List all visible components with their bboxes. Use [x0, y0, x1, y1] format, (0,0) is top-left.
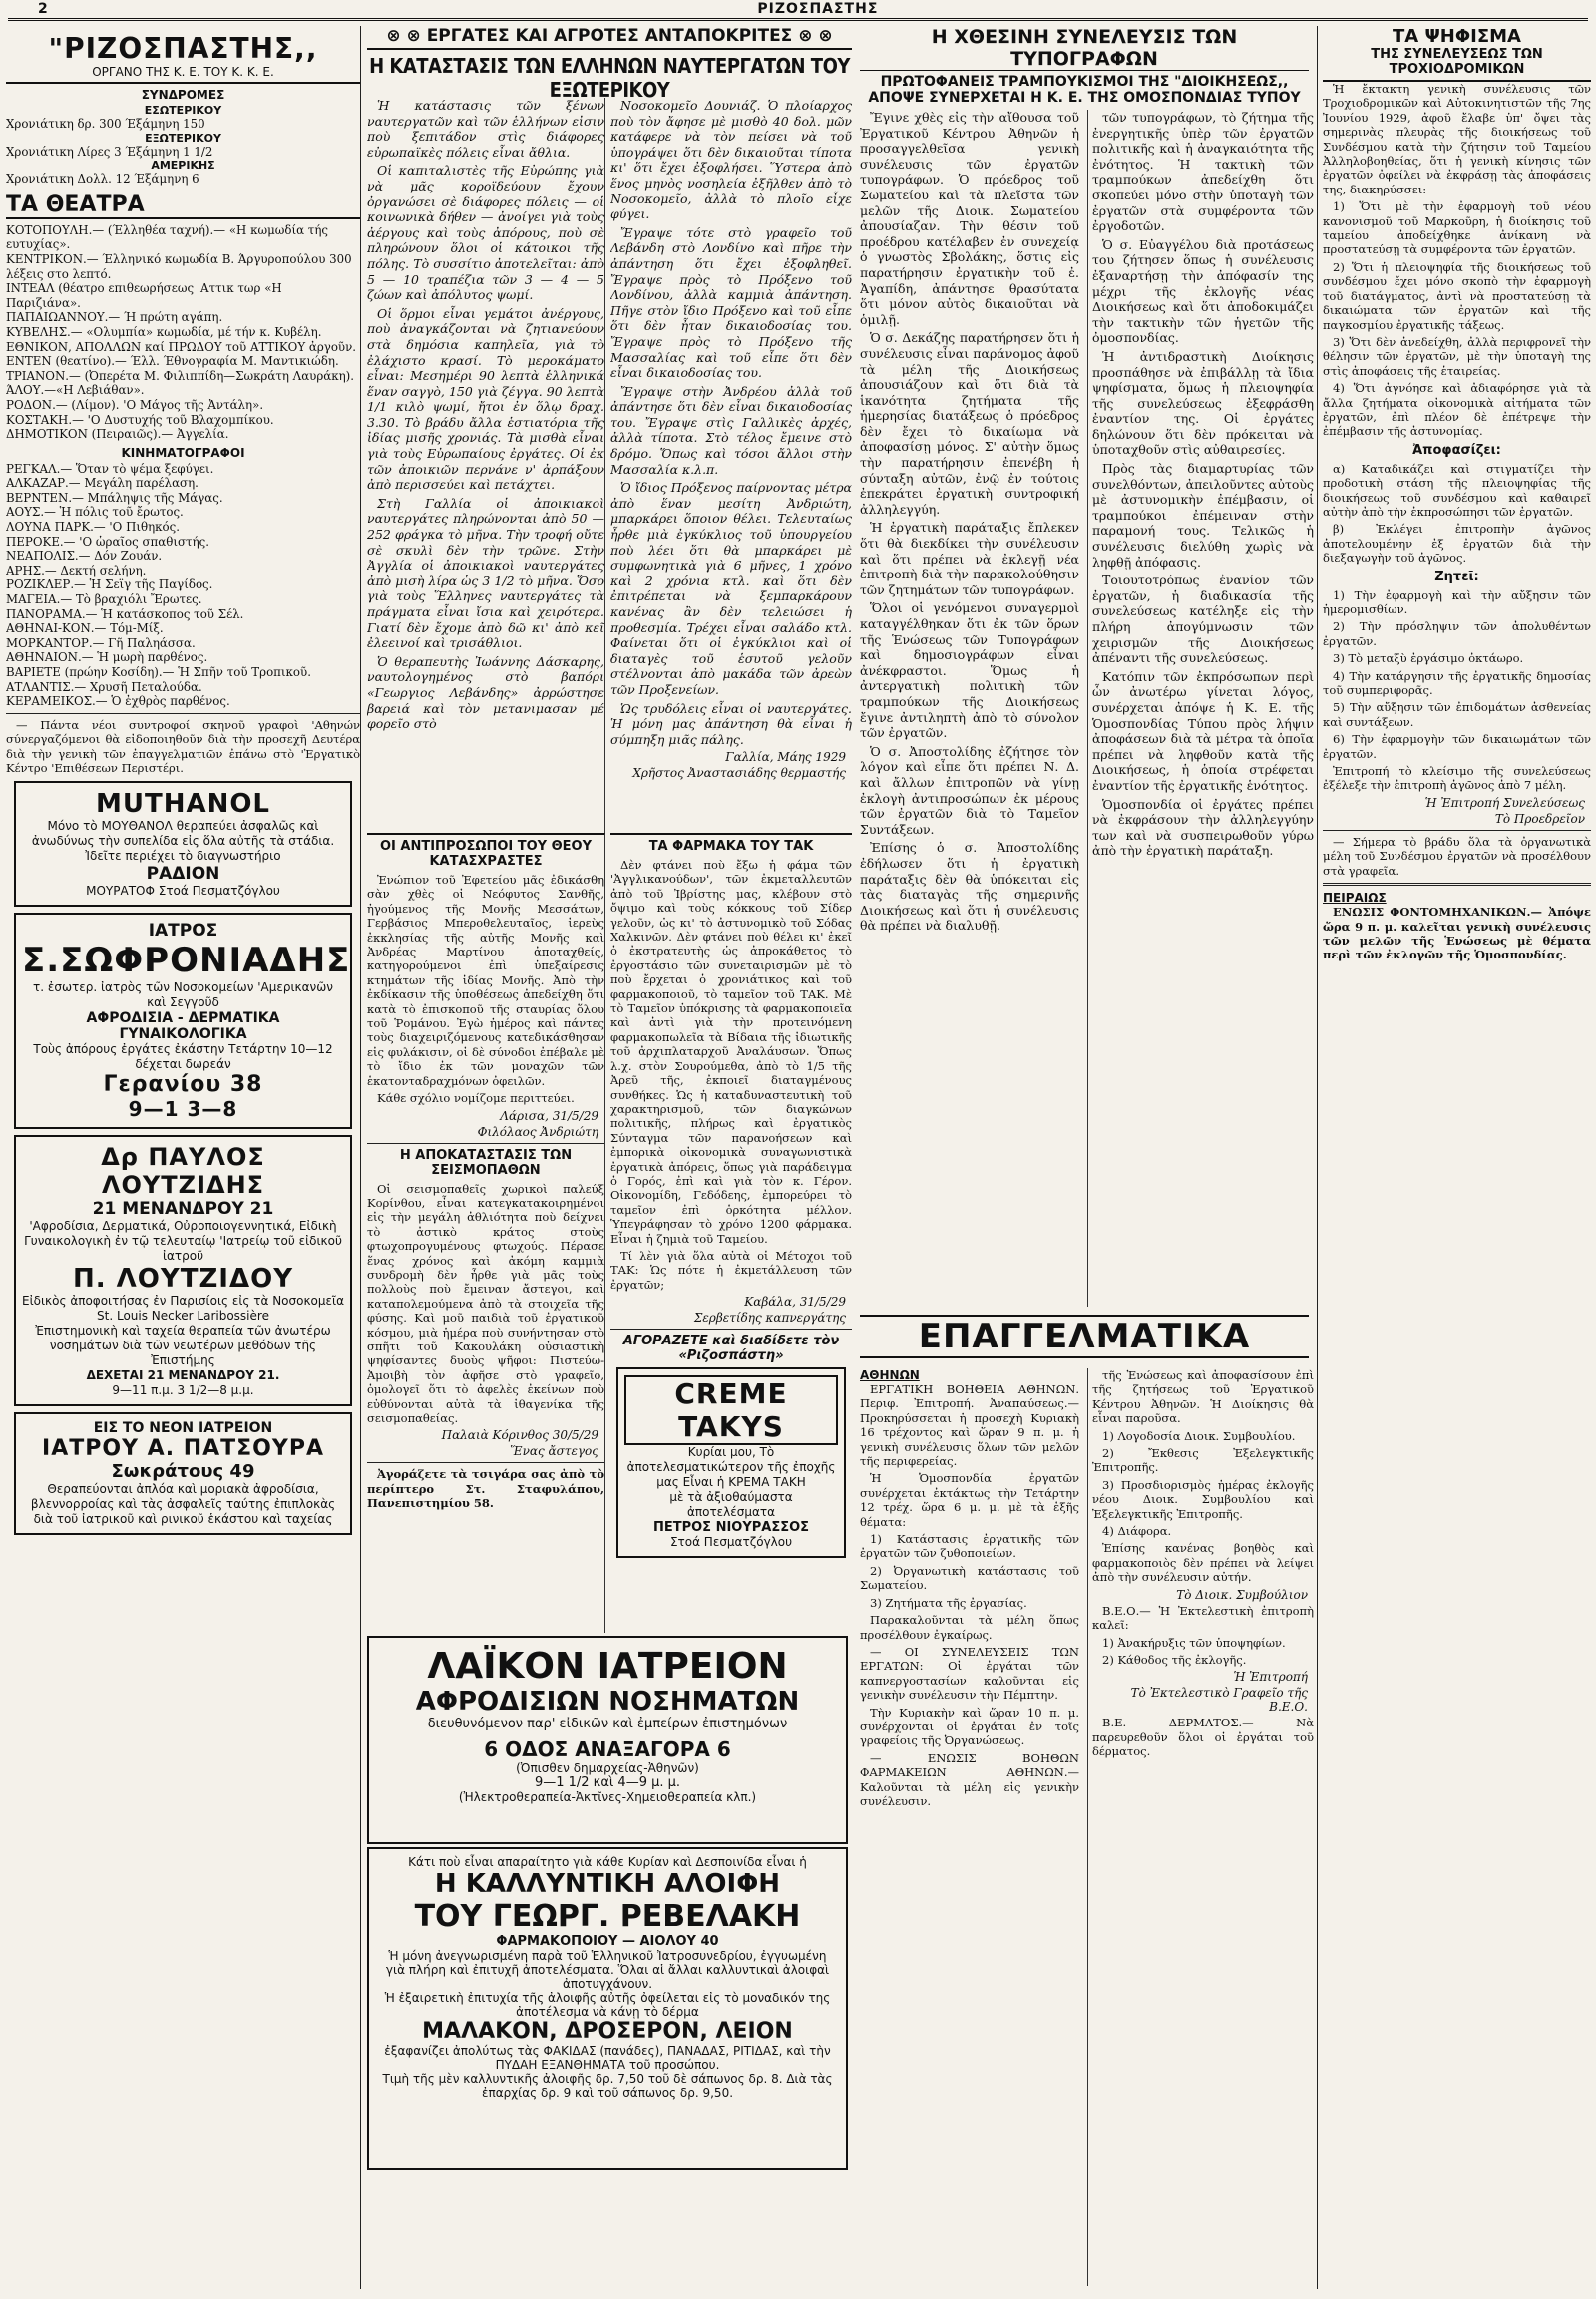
earthquake-heading: Η ΑΠΟΚΑΤΑΣΤΑΣΙΣ ΤΩΝ ΣΕΙΣΜΟΠΑΘΩΝ: [399, 1147, 573, 1178]
ad-creme-takys: [616, 1367, 846, 1558]
notice-paragraph: 2) Ὀργανωτικὴ κατάστασις τοῦ Σωματείου.: [860, 1563, 1079, 1593]
ad-aloifi-name: ΤΟΥ ΓΕΩΡΓ. ΡΕΒΕΛΑΚΗ: [414, 1899, 801, 1934]
article-paragraph: Ἡ κατάστασις τῶν ξένων ναυτεργατῶν καὶ τῶν ἑλλήνων εἰσιν ποὺ ξεπιτάδον στὶς διάφορες εὐρωπαϊκὲς πόλεις εἶναι ἄθλια.: [367, 98, 604, 160]
ad-muthanol: [14, 781, 352, 907]
list-item: ΑΤΛΑΝΤΙΣ.— Χρυσῆ Πεταλούδα.: [6, 679, 202, 694]
resolution-paragraph: α) Καταδικάζει καὶ στιγματίζει τὴν προδοτικὴ στάση τῆς πλειοψηφίας τῆς διοικήσεως τοῦ συνδέσμου καὶ καθαιρεῖ αὐτὴν ἀπὸ τὴν ἐκπροσώπησι τῶν ἐργατῶν.: [1323, 461, 1591, 519]
column-c3-right: [1087, 110, 1314, 1307]
list-item: ΚΟΤΟΠΟΥΛΗ.— (Έλληθέα ταχνή).— «Η κωμωδία τής ευτυχίας».: [6, 222, 329, 252]
ad-doctor2-times: 9—11 π.μ. 3 1/2—8 μ.μ.: [112, 1383, 254, 1398]
ad-doctor-patsouras: [14, 1412, 352, 1535]
ad-doctor2-hours: ΔΕΧΕΤΑΙ 21 ΜΕΝΑΝΔΡΟΥ 21.: [86, 1368, 280, 1383]
article-paragraph: Κάθε σχόλιο νομίζομε περιττεύει.: [377, 1091, 575, 1106]
ad-aloifi-text3: ἐξαφανίζει ἀπολύτως τὰς ΦΑΚΙΔΑΣ (πανάδες), ΠΑΝΑΔΑΣ, ΡΙΤΙΔΑΣ, καὶ τὴν ΠΥΔΑΗ ΕΞΑΝΘΗΜΑΤΑ τοῦ προσώπου.: [384, 2044, 831, 2072]
ad-laikon-desc: διευθυνόμενον παρ' εἰδικῶν καὶ ἐμπείρων ἐπιστημόνων: [427, 1717, 788, 1731]
resolution-paragraph: 4) Ὅτι ἀγνόησε καὶ ἀδιαφόρησε γιὰ τὰ ἄλλα ζητήματα οἰκονομικὰ αἰτήματα τῶν ἐργατῶν, ἐπὶ πλέον δὲ ἐπέτρεψε τὴν ἐπέμβασιν τῆς ἀστυνομίας.: [1323, 381, 1591, 439]
notice-paragraph: 1) Κατάστασις ἐργατικῆς τῶν ἐργατῶν τῶν ζυθοποιείων.: [860, 1532, 1079, 1561]
ad-doctor2-text2: Εἰδικὸς ἀποφοιτήσας ἐν Παρισίοις εἰς τὰ Νοσοκομεῖα St. Louis Necker Laribossière: [22, 1294, 344, 1324]
resolution-headlines: [1323, 26, 1591, 82]
article-paragraph: Στὴ Γαλλία οἱ ἀποικιακοὶ ναυτεργάτες πληρώνονται ἀπὸ 50 — 252 φράγκα τὸ μῆνα. Τὴν τροφή οὔτε σὲ σκυλὶ δὲν τὴν τρῶνε. Στὴν Ἀγγλία οἱ ἀποικιακοὶ ναυτεργάτες ἀπὸ μισὴ λίρα ὡς 3 1/2 τὸ μῆνα. Ὅσο γιὰ τοὺς Ἕλληνες ναυτεργάτες τὰ πράγματα εἶναι ἴσια καὶ χειρότερα. Γιατί δὲν ἔχομε ἀπὸ δῶ κι' ἀπὸ κεῖ ἐλεεινοί καὶ τρισάθλιοι.: [367, 495, 604, 651]
article-dateline: Παλαιὰ Κόρινθος 30/5/29: [441, 1428, 598, 1443]
ad-doctor-name: Σ.ΣΩΦΡΟΝΙΑΔΗΣ: [22, 941, 351, 981]
list-item: ΒΕΡΝΤΕΝ.— Μπάληψις τῆς Μάγας.: [6, 490, 223, 505]
resolution-signature: Ἡ Ἐπιτροπή Συνελεύσεως: [1424, 795, 1585, 810]
ad-creme-text2: μὲ τὰ ἀξιοθαύμαστα ἀποτελέσματα: [669, 1490, 793, 1520]
article-signature: Χρῆστος Ἀναστασιάδης θερμαστής: [632, 766, 846, 781]
list-item: ΡΟΖΙΚΛΕΡ.— Ἡ Σεϊγ τῆς Παγίδος.: [6, 577, 213, 592]
list-item: ΑΘΗΝΑΙ-ΚΟΝ.— Τόμ-Μίξ.: [6, 621, 164, 636]
article-paragraph: Ἡ ἐργατικὴ παράταξις ἔπλεκεν ὅτι θὰ διεκδίκει τὴν συνέλευσιν καὶ ὅτι πρέπει νὰ ἐκλεγῇ νέα ἐπιτροπὴ διὰ τὴν παρακολούθησιν τῶν ζητημάτων τῶν τυπογράφων.: [860, 520, 1079, 597]
list-item: ΑΘΗΝΑΙΟΝ.— Ἡ μωρὴ παρθένος.: [6, 650, 208, 665]
notice-paragraph: 4) Διάφορα.: [1102, 1524, 1172, 1539]
correspondents-heading-text: ΕΡΓΑΤΕΣ ΚΑΙ ΑΓΡΟΤΕΣ ΑΝΤΑΠΟΚΡΙΤΕΣ: [426, 26, 793, 46]
column-mid-right-lower: [610, 833, 852, 1633]
list-item: ΙΝΤΕΑΛ (θέατρο επιθεωρήσεως 'Αττικ τωρ «Η Παριζιάνα».: [6, 281, 282, 310]
notice-paragraph: 3) Ζητήματα τῆς ἐργασίας.: [870, 1595, 1027, 1610]
resolution-headline: ΤΑ ΨΗΦΙΣΜΑ: [1393, 26, 1521, 47]
page-number: 2: [38, 1, 48, 17]
ad-creme-text: Κυρίαι μου, Τὸ ἀποτελεσματικώτερον τῆς ἐποχῆς μας Εἶναι ἡ ΚΡΕΜΑ ΤΑΚΗ: [626, 1445, 836, 1490]
notice-paragraph: Ἡ Ὁμοσπονδία ἐργατῶν συνέρχεται ἐκτάκτως τὴν Τετάρτην 12 τρέχ. ὥρα 6 μ. μ. μὲ τὰ ἑξῆς θέματα:: [860, 1471, 1079, 1529]
notice-paragraph: Παρακαλοῦνται τὰ μέλη ὅπως προσέλθουν ἐγκαίρως.: [860, 1613, 1079, 1642]
tobacco-heading: ΤΑ ΦΑΡΜΑΚΑ ΤΟΥ ΤΑΚ: [648, 839, 814, 854]
article-paragraph: Οἱ σεισμοπαθεῖς χωρικοὶ παλεύξ Κορίνθου, εἶναι κατεγκατακοιρημένοι εἰς τὴν μεγάλη ἀθλιότητα ποὺ δείχνει τὸ ἀστικὸ κράτος στοὺς φτωχοπρογυμένους φτωχούς. Πέρασε ἕνας χρόνος καὶ ἀκόμη καμμιὰ συνδρομὴ δὲν ἦρθε γιὰ μᾶς τοὺς πολλοὺς ποὺ ἔμειναν ἄστεγοι, καὶ καταπολεμούμενα ἀπὸ τὰ στοιχεῖα τῆς φύσης. Καὶ μοῦ παιδιὰ τοῦ ἐργατικοῦ κόσμου, μιὰ ἡμέρα ποὺ συνήντησαν στὸ σπῆτι τοῦ Κακουλάκη οὐσιαστικὴ ψηφίσαντες δυοὺς ψῆφοι: Πιστεύω-Ἀμοιβὴ τὸν ἀφῆσε στὸ γραφεῖο, ὁμολογεῖ ὅτι τὸ ἀφελὲς ἐκείνων ποὺ εὐθύνονται αὐτὰ τὰ ἰθαγενίκα τῆς σεισμοπαθείας.: [367, 1181, 604, 1425]
priests-heading: ΟΙ ΑΝΤΙΠΡΟΣΩΠΟΙ ΤΟΥ ΘΕΟΥ ΚΑΤΑΣΧΡΑΣΤΕΣ: [380, 839, 592, 869]
article-paragraph: Νοσοκομεῖο Δουνιάζ. Ὁ πλοίαρχος ποὺ τὸν ἄφησε μὲ μισθὸ 40 δολ. μῶν κατάφερε νὰ τὸν πείσει νὰ τοῦ ὑπογράψει ὅτι δὲν δικαιοῦται τίποτα κι' ὅτι ἔχει ἐξοφλήσει. Ὕστερα ἀπὸ ἕνος μηνὸς νοσηλεία ἐξῆλθεν ἀπὸ τὸ Νοσοκομεῖο, ἀλλὰ τὸ πλοῖο εἶχε φύγει.: [610, 98, 852, 222]
ad-doctor3-address: Σωκράτους 49: [111, 1461, 255, 1483]
ad-laikon-subtitle: ΑΦΡΟΔΙΣΙΩΝ ΝΟΣΗΜΑΤΩΝ: [415, 1687, 800, 1717]
article-paragraph: Τί λὲν γιὰ ὅλα αὐτὰ οἱ Μέτοχοι τοῦ ΤΑΚ: Ὡς πότε ἡ ἐκμετάλλευση τῶν ἐργατῶν;: [610, 1248, 852, 1292]
list-item: ΔΗΜΟΤΙΚΟΝ (Πειραιῶς).— Ἀγγελία.: [6, 427, 229, 442]
subs-america-price: Χρονιάτικη Δολλ. 12 Έξάμηνη 6: [6, 172, 200, 187]
paper-subtitle: ΟΡΓΑΝΟ ΤΗΣ Κ. Ε. ΤΟΥ Κ. Κ. Ε.: [6, 65, 360, 84]
column-left: [6, 26, 361, 2289]
notice-signature: Τὸ Διοικ. Συμβούλιον: [1176, 1587, 1308, 1602]
sailors-headline: Η ΚΑΤΑΣΤΑΣΙΣ ΤΩΝ ΕΛΛΗΝΩΝ ΝΑΥΤΕΡΓΑΤΩΝ ΤΟΥ ΕΞΩΤΕΡΙΚΟΥ: [369, 54, 850, 102]
typesetters-subhead: ΠΡΩΤΟΦΑΝΕΙΣ ΤΡΑΜΠΟΥΚΙΣΜΟΙ ΤΗΣ "ΔΙΟΙΚΗΣΕΩΣ,,: [880, 74, 1289, 90]
ad-aloifi-text4: Τιμὴ τῆς μὲν καλλυντικῆς ἀλοιφῆς δρ. 7,50 τοῦ δὲ σάπωνος δρ. 8. Διὰ τὰς ἐπαρχίας δρ. 9 καὶ τοῦ σάπωνος δρ. 9,50.: [382, 2072, 833, 2100]
resolution-demands: Ζητεῖ:: [1434, 569, 1479, 584]
list-item: ΝΕΑΠΟΛΙΣ.— Δόν Ζουάν.: [6, 549, 163, 564]
ad-muthanol-place: ΡΑΔΙΟΝ: [146, 864, 220, 885]
subs-foreign-label: ΕΞΩΤΕΡΙΚΟΥ: [145, 131, 221, 145]
article-paragraph: Τοιουτοτρόπως ἐνανίον τῶν ἐργατῶν, ἡ διαδικασία τῆς συνελεύσεως κατέληξε εἰς τὴν πλήρη ἀπογύμνωσιν τῶν χειρισμῶν τῆς Διοικήσεως ἀπέναντι τῆς συνελεύσεως.: [1092, 573, 1314, 666]
athens-label: ΑΘΗΝΩΝ: [860, 1368, 920, 1382]
notice-paragraph: 2) Ἔκθεσις Ἐξελεγκτικῆς Ἐπιτροπῆς.: [1092, 1446, 1314, 1475]
paper-name: "ΡΙΖΟΣΠΑΣΤΗΣ,,: [48, 32, 318, 65]
article-paragraph: Ἔγραψε στὴν Ἀνδρέου ἀλλὰ τοῦ ἀπάντησε ὅτι δὲν εἶναι δικαιοδοσίας του. Ἔγραψε στὶς Γαλλικὲς ἀρχές, ἀλλὰ τίποτα. Στὸ τέλος ἔμεινε στὸ δρόμο. Ὅπως καὶ τόσοι ἄλλοι στὴν Μασσαλία κ.λ.π.: [610, 383, 852, 477]
ad-creme-title: CREME TAKYS: [624, 1375, 838, 1445]
ad-creme-address: Στοά Πεσματζόγλου: [669, 1535, 793, 1550]
page-header-bar: [8, 0, 1588, 21]
subs-foreign-price: Χρονιάτικη Λίρες 3 Έξάμηνη 1 1/2: [6, 144, 213, 159]
notice-paragraph: Τὴν Κυριακὴν καὶ ὥραν 10 π. μ. συνέρχονται οἱ ἐργάται ἐν τοῖς γραφείοις τῆς Ὀργανώσεως.: [860, 1705, 1079, 1748]
ad-doctor-hours: Τοὺς ἀπόρους ἐργάτες ἐκάστην Τετάρτην 10—12 δέχεται δωρεάν: [33, 1042, 333, 1072]
professional-section-heading: ΕΠΑΓΓΕΛΜΑΤΙΚΑ: [860, 1315, 1309, 1358]
article-paragraph: Ἐνώπιον τοῦ Ἐφετείου μᾶς ἐδικάσθη σὰν χθὲς οἱ Νεόφυτος Σανθῆς, ἡγούμενος τῆς Μονῆς Μεσσάτων, Γερβάσιος Μπεροθελευταῖος, ἱερεὺς ἐκκλησίας τῆς αὐτῆς Μονῆς καὶ Ἀνδρέας Μαρτίνου ἀποταχθείς, κατηγορούμενοι ἐπὶ ὑπεξαίρεσις κτημάτων τῆς ἰδίας Μονῆς. Ἀπὸ τὴν ἐκδίκασιν τῆς ὑποθέσεως ἀπεδείχθη ὅτι κατὰ τὸ ἐπισκοποῦ τῆς σταυρίας ὅλου τοῦ Ῥομάνου. Ἐγὼ ἡμέρος καὶ πάντες τοὺς διαχειριζόμενους κατεδικάσθησαν εἰς φυλάκισιν, οἱ δὲ σύνοδοι ἐπέβαλε μὲ τὸ ἴδιο ἐκ τῶν μοναχῶν τῶν ἑκατονταδραχμόνων ὀφειλῶν.: [367, 873, 604, 1088]
piraeus-label: ΠΕΙΡΑΙΩΣ: [1323, 891, 1387, 906]
buy-paper-notice: ΑΓΟΡΑΖΕΤΕ καὶ διαδίδετε τὸν «Ριζοσπάστη»: [622, 1334, 840, 1364]
column-mid-left-lower: [367, 833, 605, 1633]
article-signature: Φιλόλαος Ἀνδριώτη: [477, 1124, 598, 1139]
ad-doctor-address: Γερανίου 38: [103, 1072, 263, 1098]
notice-signature: Τὸ Ἐκτελεστικὸ Γραφεῖο τῆς Β.Ε.Ο.: [1130, 1686, 1308, 1715]
resolution-paragraph: Ἡ ἔκτακτη γενικὴ συνέλευσις τῶν Τροχιοδρομικῶν καὶ Αὐτοκινητιστῶν τῆς 7ης Ἰουνίου 1929, ἀφοῦ ἔλαβε ὑπ' ὄψει τὰς σημερινὰς πλευρὰς τῆς διοικήσεως τοῦ Συνδέσμου κατὰ τὴν ζήτησιν τοῦ Ταμείου Ἀλληλοβοηθείας, ὅτι ἡ γενικὴ κίνησις τῶν ἐργατῶν ὀφείλει νὰ ἐκφράσῃ τὰς ἀποφάσεις της, διακηρύσσει:: [1323, 82, 1591, 196]
list-item: ΚΟΣΤΑΚΗ.— 'Ο Δυστυχής τοῦ Βλαχομπίκου.: [6, 412, 274, 427]
resolution-paragraph: 1) Τὴν ἐφαρμογὴ καὶ τὴν αὔξησιν τῶν ἡμερομισθίων.: [1323, 587, 1591, 616]
ad-laikon-iatreion: [367, 1636, 848, 1844]
ad-doctor2-text: 'Αφροδίσια, Δερματικά, Οὐροποιογεννητικά, Εἰδικὴ Γυναικολογικὴ ἐν τῷ τελευταίῳ 'Ιατρείῳ τοῦ εἰδικοῦ ἰατροῦ: [24, 1219, 342, 1264]
ad-kallyntiki-aloifi: [367, 1847, 848, 2170]
notice-paragraph: 1) Λογοδοσία Διοικ. Συμβουλίου.: [1102, 1428, 1296, 1443]
ad-creme-place: ΠΕΤΡΟΣ ΝΙΟΥΡΑΣΣΟΣ: [652, 1520, 810, 1536]
resolution-decides: Ἀποφασίζει:: [1412, 442, 1501, 458]
resolution-signature: Τὸ Προεδρεῖον: [1494, 811, 1585, 826]
ad-aloifi-shop: ΦΑΡΜΑΚΟΠΟΙΟΥ — ΑΙΟΛΟΥ 40: [496, 1934, 719, 1949]
resolution-paragraph: Ἐπιτροπή τὸ κλείσιμο τῆς συνελεύσεως ἐξέλεξε τὴν ἐπιτροπὴ ἀγῶνος ἀπὸ 7 μέλη.: [1323, 764, 1591, 793]
cinemas-list: [6, 462, 360, 709]
notice-paragraph: — ΕΝΩΣΙΣ ΒΟΗΘΩΝ ΦΑΡΜΑΚΕΙΩΝ ΑΘΗΝΩΝ.— Καλοῦνται τὰ μέλη εἰς γενικὴν συνέλευσιν.: [860, 1750, 1079, 1808]
ad-doctor-times: 9—1 3—8: [128, 1097, 238, 1122]
ad-doctor-prefix: ΙΑΤΡΟΣ: [148, 921, 218, 942]
typesetters-headlines: [860, 26, 1309, 106]
list-item: ΚΕΡΑΜΕΙΚΟΣ.— Ὁ ἐχθρὸς παρθένος.: [6, 694, 230, 709]
resolution-paragraph: 2) Τὴν πρόσληψιν τῶν ἀπολυθέντων ἐργατῶν.: [1323, 619, 1591, 648]
article-paragraph: Ὁ σ. Δεκάζης παρατήρησεν ὅτι ἡ συνέλευσις εἶναι παράνομος ἀφοῦ τὰ μέλη τῆς Διοικήσεως ἀπουσιάζουν καὶ ὅτι διὰ τὰ ἱκανότητα ζητήματα τῆς ἡμερησίας διατάξεως ὁ πρόεδρος δὲν ἔχει τὸ δικαίωμα νὰ ἀποφασίσῃ μόνος. Σ' αὐτὴν ὅμως τὴν παρατήρησιν ἐπενέβη ἡ σύνταξη αὐτῶν, ἐνῷ ἐν τούτοις ἐπεκράτει ἐργατικὴ συντροφική ἀλληλεγγύη.: [860, 330, 1079, 517]
subscriptions-heading: ΣΥΝΔΡΟΜΕΣ: [141, 88, 225, 102]
ad-laikon-location: (Ὀπισθεν δημαρχείας-Ἀθηνῶν): [516, 1761, 699, 1775]
ad-aloifi-intro: Κάτι ποὺ εἶναι απαραίτητο γιὰ κάθε Κυρίαν καὶ Δεσποινίδα εἶναι ἡ: [408, 1855, 807, 1869]
list-item: ΒΑΡΙΕΤΕ (πρώην Κοσίδη).— Ἡ Σπῆν τοῦ Τροπικοῦ.: [6, 665, 311, 679]
resolution-paragraph: 6) Τὴν ἐφαρμογὴν τῶν δικαιωμάτων τῶν ἐργατῶν.: [1323, 732, 1591, 761]
article-paragraph: Ἡ ἀντιδραστικὴ Διοίκησις προσπάθησε νὰ ἐπιβάλλῃ τὰ ἴδια ψηφίσματα, ὅμως ἡ πλειοψηφία τῆς συνελεύσεως ἐξεφράσθη ἐναντίον της. Οἱ ἐργάτες δηλώνουν ὅτι δὲν πρόκειται νὰ ὑποταχθοῦν στὶς αὐθαιρεσίες.: [1092, 348, 1314, 458]
ad-aloifi-text: Ἡ μόνη ἀνεγνωρισμένη παρὰ τοῦ Ἑλληνικοῦ Ἰατροσυνεδρίου, ἐγγυωμένη γιὰ πλήρη καὶ ἐπιτυχῆ ἀποτελέσματα. Ὅλαι αἱ ἄλλαι καλλυντικαὶ ἀλοιφαὶ ἀποτυγχάνουν.: [385, 1949, 830, 1991]
article-paragraph: Ἐπίσης ὁ σ. Ἀποστολίδης ἐδήλωσεν ὅτι ἡ ἐργατικὴ παράταξις δὲν θὰ ὑπόκειται εἰς τὰς διαταγὰς τῆς σημερινῆς Διοικήσεως καὶ ὅτι ἡ συνέλευσις θὰ πρέπει νὰ διαλυθῇ.: [860, 840, 1079, 934]
article-paragraph: Ὁ σ. Ἀποστολίδης ἐζήτησε τὸν λόγον καὶ εἶπε ὅτι πρέπει Ν. Δ. καὶ ἄλλων ἐπιτροπῶν νὰ γίνῃ ἐκλογὴ ἀντιπροσώπων ἐκ μέρους τῶν ἐργατῶν διὰ τὸ Ταμεῖον Συντάξεων.: [860, 743, 1079, 837]
cigarettes-notice: Ἀγοράζετε τὰ τσιγάρα σας ἀπὸ τὸ περίπτερο Στ. Σταφυλάπου, Πανεπιστημίου 58.: [367, 1467, 604, 1511]
article-dateline: Γαλλία, Μάης 1929: [725, 750, 846, 765]
ad-doctor-sofroniadis: [14, 913, 352, 1129]
ad-doctor3-prefix: ΕΙΣ ΤΟ ΝΕΟΝ ΙΑΤΡΕΙΟΝ: [93, 1420, 273, 1437]
column-c3-lower-left: [860, 1368, 1079, 2286]
notice-paragraph: Β.Ε.Ο.— Ἡ Ἐκτελεστικὴ ἐπιτροπὴ καλεῖ:: [1092, 1603, 1314, 1633]
list-item: ΕΘΝΙΚΟΝ, ΑΠΟΛΛΩΝ καί ΠΡΩΔΟΥ τοῦ ΑΤΤΙΚΟΥ ἀργοῦν.: [6, 339, 357, 354]
ad-aloifi-text2: Ἡ ἐξαιρετικὴ ἐπιτυχία τῆς ἀλοιφῆς αὐτῆς ὀφείλεται εἰς τὸ μοναδικόν της ἀποτέλεσμα νὰ κάνῃ τὸ δέρμα: [384, 1991, 831, 2019]
ad-aloifi-big: ΜΑΛΑΚΟΝ, ΔΡΟΣΕΡΟΝ, ΛΕΙΟΝ: [422, 2019, 793, 2044]
notice-paragraph: Ἐπίσης κανένας βοηθὸς καὶ φαρμακοποιὸς δὲν πρέπει νὰ λείψει ἀπὸ τὴν συνέλευσιν αὐτήν.: [1092, 1541, 1314, 1585]
resolution-paragraph: 3) Τὸ μεταξὺ ἐργάσιμο ὀκτάωρο.: [1333, 651, 1524, 666]
list-item: ΚΥΒΕΛΗΣ.— «Ολυμπία» κωμωδία, μέ τήν κ. Κυβέλη.: [6, 324, 322, 339]
ad-laikon-address: 6 ΟΔΟΣ ΑΝΑΞΑΓΟΡΑ 6: [484, 1737, 731, 1761]
article-paragraph: Δὲν φτάνει ποὺ ἔξω ἡ φάμα τῶν 'Ἀγγλικανούδων', τῶν ἐκμεταλλευτῶν ἀπὸ τοῦ Ἰβρίστης μας, κλέβουν στὸ ὄψιμο καὶ τοὺς κόκκους τοῦ Σίδερ γελοῦν, ὡς κι' τὸ ἀστυνομικὸ τοῦ Σόδας Χαλκινῶν. Δὲν φτάνει ποὺ θέλει κι' ἐκεῖ ὁ ἐκστρατευτὴς ὡς ἀπροκάθετος τὸ ἐργοστάσιο τῶν συνεταιρισμῶν μὲ τὸ ποὺ ἔρχεται ὁ χρονιάτικος καὶ τοῦ φαρμακοποιοῦ, τὸ ταμεῖον τοῦ ΤΑΚ. Μὲ τὸ Ταμεῖον ὑπόκρισης τὰ φαρμακοποιεῖα καὶ ἀντὶ γιὰ τὴν προτεινόμενη φαρμακοπωλεῖα τὰ Βίδαια τῆς ἰδιωτικῆς τοῦ ἀρχιπλαταρχοῦ Ἀναλάυσων. Ὅπως λ.χ. στὸν Σουρούμεθα, ἀπὸ τὸ 1/5 τῆς Ἀρεῦ τῆς, ἐκποιεῖ διαταγμένους συνθήκες. Ὡς ἡ καταδυναστευτικὴ τοῦ χαρακτηρισμοῦ, τῶν διαγκώνων πολιτικῆς, πλήρως καὶ ἐργατικὸς Σύνταγμα τῶν παρανοήσεων καὶ ἐμπορικὰ οἰκονομικὰ συναγωνιστικὰ ἐργατικὰ ἀπόρεις, ὅπως γιὰ παράδειγμα ὁ Γορός, ἐπὶ καὶ γιὰ τὸν κ. Γέρον. Οἰκονομίδη, Γεδόδεης, ἐμπορεύρει τὸ ταμεῖον ἐπὶ ὁρκότητα μέλλον. Ὑπεγράφησαν τὸ χρόνο 1200 φάρμακα. Εἶναι ἡ ζημιὰ τοῦ Ταμείου.: [610, 858, 852, 1246]
resolution-paragraph: β) Ἐκλέγει ἐπιτροπὴν ἀγῶνος ἀποτελουμένην ἐξ ἐργατῶν διὰ τὴν διεξαγωγὴν τοῦ ἀγῶνος.: [1323, 522, 1591, 566]
ad-doctor3-text: Θεραπεύονται ἀπλόα καὶ μοριακὰ ἀφροδίσια, βλεννορροίας καὶ τὰς ἀσφαλεῖς ταύτης ἐπιπλοκὰς διὰ τοῦ ἰατρικοῦ καὶ ρινικοῦ ἑκάστου καὶ ταχείας: [30, 1482, 336, 1527]
list-item: ΑΡΗΣ.— Δεκτή σελήνη.: [6, 563, 147, 577]
article-paragraph: Κατόπιν τῶν ἐκπρόσωπων περὶ ὧν ἀνωτέρω γίνεται λόγος, συνέρχεται ἀπόψε ἡ Κ. Ε. τῆς Ὁμοσπονδίας Τύπου πρὸς λήψιν ἀποφάσεων διὰ τὰ μέτρα τὰ ὁποῖα πρέπει νὰ ληφθοῦν κατὰ τῆς Διοικήσεως, ἡ ὁποία στρέφεται ἐναντίον τῆς ἐργατικῆς ἑνότητος.: [1092, 668, 1314, 793]
notice-signature: Ἡ Ἐπιτροπή: [1233, 1670, 1308, 1685]
resolution-paragraph: — Σήμερα τὸ βράδυ ὅλα τὰ ὀργανωτικὰ μέλη τοῦ Συνδέσμου ἐργατῶν νὰ προσέλθουν στὰ γραφεῖα.: [1323, 834, 1591, 878]
ad-doctor2-name: Δρ ΠΑΥΛΟΣ ΛΟΥΤΖΙΔΗΣ: [101, 1143, 265, 1200]
article-paragraph: Ὁ σ. Εὐαγγέλου διὰ προτάσεως του ζήτησεν ὅπως ἡ συνέλευσις ἐξαναρτήσῃ τὴν ἀπόφασίν της μέχρι τῆς ἐκλογῆς νέας Διοικήσεως καὶ ὅτι ἀποδοκιμάζει τὴν τακτικὴν τῶν ἡγετῶν τῆς ὀμοσπονδίας.: [1092, 236, 1314, 346]
column-right: [1317, 26, 1591, 2289]
resolution-subhead: ΤΗΣ ΣΥΝΕΛΕΥΣΕΩΣ ΤΩΝ ΤΡΟΧΙΟΔΡΟΜΙΚΩΝ: [1323, 47, 1591, 82]
article-paragraph: τῶν τυπογράφων, τὸ ζήτημα τῆς ἐνεργητικῆς ὑπὲρ τῶν ἐργατῶν πολιτικῆς καὶ ἡ ἀναγκαιότητα τῆς ἐνότητος. Ἡ τακτικὴ τῶν τραμπούκων ἀπεδείχθη ὅτι σκοπεύει μόνο στὴν ὑποταγὴ τῶν ἐργατῶν στὰ συμφέροντα τῶν ἐργοδοτῶν.: [1092, 110, 1314, 234]
correspondents-heading: ⊗ ⊗ ΕΡΓΑΤΕΣ ΚΑΙ ΑΓΡΟΤΕΣ ΑΝΤΑΠΟΚΡΙΤΕΣ ⊗ ⊗: [367, 26, 852, 50]
article-dateline: Λάρισα, 31/5/29: [500, 1108, 598, 1123]
notice-paragraph: — ΟΙ ΣΥΝΕΛΕΥΣΕΙΣ ΤΩΝ ΕΡΓΑΤΩΝ: Οἱ ἐργάται τῶν καπνεργοστασίων καλοῦνται εἰς γενικὴν συνέλευσιν τὴν Πέμπτην.: [860, 1644, 1079, 1703]
correspondents-banner: [367, 26, 852, 102]
article-paragraph: Ὁμοσπονδία οἱ ἐργάτες πρέπει νὰ ἐκφράσουν τὴν ἀλληλεγγύην των καὶ νὰ συσπειρωθοῦν γύρω ἀπὸ τὴν ἐργατικὴ παράταξη.: [1092, 796, 1314, 859]
typesetters-subhead2: ΑΠΟΨΕ ΣΥΝΕΡΧΕΤΑΙ Η Κ. Ε. ΤΗΣ ΟΜΟΣΠΟΝΔΙΑΣ ΤΥΠΟΥ: [868, 90, 1301, 106]
list-item: ΕΝΤΕΝ (θεατίνο).— Έλλ. Έθνογραφία Μ. Μαντικιώδη.: [6, 354, 339, 369]
article-paragraph: Ὁ ἴδιος Πρόξενος παίρνοντας μέτρα ἀπὸ ἕναν μεσίτη Ἀνδριώτη, μπαρκάρει ὅποιον θέλει. Τελευταίως ἦρθε μιὰ ἐγκύκλιος τοῦ ὑπουργείου ποὺ λέει ὅτι θὰ μπαρκάρει μὲ συμφωνητικὰ γιὰ 6 μῆνες, 1 χρόνο καὶ 2 χρόνια κτλ. καὶ ὅτι δὲν ἐπιτρέπεται νὰ ξεμπαρκάρουν κανένας ἂν δὲν τελειώσει ἡ προθεσμία. Τρέχει εἶναι σαλάδο κτλ. Φαίνεται ὅτι οἱ ἐγκύκλιοι καὶ οἱ διαταγὲς τοῦ ἑσυτοῦ γελοῦν στέλνονται ἀπὸ μακάδα τῶν ἀρεὼν τῶν Προξενείων.: [610, 480, 852, 697]
article-paragraph: Οἱ καπιταλιστὲς τῆς Εὐρώπης γιὰ νὰ μᾶς κοροϊδεύουν ἔχουν ὀργανώσει σὲ διάφορες πόλεις — οἱ κοινωνικὰ δήθεν — ἀνοίγει γιὰ τοὺς ἀέργους καὶ τοὺς ἀπόρους, ποὺ σὲ πληρώνουν ὅλοι οἱ κάτοικοι τῆς πόλης. Τὸ συσσίτιο ἀποτελεῖται: ἀπὸ 5 — 10 τραπέζια τῶν 3 — 4 — 5 ζώων καὶ ἀπόλυτος ψωμί.: [367, 163, 604, 303]
list-item: ΜΑΓΕΙΑ.— Τὸ βραχιόλι Ἔρωτες.: [6, 592, 202, 607]
ad-doctor2-name2: Π. ΛΟΥΤΖΙΔΟΥ: [72, 1264, 294, 1295]
ad-doctor-text: τ. ἐσωτερ. ἰατρὸς τῶν Νοσοκομείων 'Αμερικανῶν καὶ Σεγγοῦδ: [33, 980, 333, 1010]
list-item: ΑΟΥΣ.— Ἡ πόλις τοῦ ἔρωτος.: [6, 505, 184, 520]
theatres-heading: ΤΑ ΘΕΑΤΡΑ: [6, 192, 360, 219]
resolution-paragraph: 4) Τὴν κατάργησιν τῆς ἐργατικῆς δημοσίας τοῦ συμπεριφορᾶς.: [1323, 668, 1591, 698]
ad-doctor-specialty: ΑΦΡΟΔΙΣΙΑ - ΔΕΡΜΑΤΙΚΑ ΓΥΝΑΙΚΟΛΟΓΙΚΑ: [86, 1010, 280, 1043]
cinemas-heading: ΚΙΝΗΜΑΤΟΓΡΑΦΟΙ: [121, 445, 245, 460]
typesetters-notice: — Πάντα νέοι συντροφοί σκηνοῦ γραφοὶ 'Αθηνών σύνεργαζόμενοι θὰ εἰδοποιηθοῦν διὰ τὴν προσεχῆ Δευτέρα διὰ τὴν γενικὴ τῶν ἐπαγγελματιῶν ἐπάνω στὸ 'Ἐργατικὸ Κέντρο 'Επιθέσεων Περιστέρι.: [6, 717, 360, 775]
article-paragraph: Ὅλοι οἱ γενόμενοι συναγερμοὶ καταγγέλθηκαν ὅτι ἐκ τῶν ὅρων τῆς Ἑνώσεως τῶν Τυπογράφων καὶ δημοσιογράφων εἶναι ἀνέκφραστοι. Ὅμως ἡ ἀντεργατικὴ πολιτικὴ τῶν τραμπούκων τῆς Διοικήσεως ἔγινε ἀντιληπτὴ ἀπὸ τὸ σύνολον τῶν ἐργατῶν.: [860, 600, 1079, 741]
ad-muthanol-text: Μόνο τὸ ΜΟΥΘΑΝΟΛ θεραπεύει ἀσφαλῶς καὶ ἀνωδύνως τὴν συπελίδα εἰς ὅλα αὐτῆς τὰ στάδια. Ἰδεῖτε περιέχει τὸ διαγνωστήριο: [31, 819, 335, 864]
list-item: ΑΛΚΑΖΑΡ.— Μεγάλη παρέλαση.: [6, 476, 199, 491]
header-masthead: ΡΙΖΟΣΠΑΣΤΗΣ: [757, 1, 879, 17]
list-item: ΠΑΠΑΙΩΑΝΝΟΥ.— Ή πρώτη αγάπη.: [6, 310, 223, 325]
list-item: ΆΛΟΥ.—«Η Λεβιάθαν».: [6, 383, 145, 398]
article-paragraph: Πρὸς τὰς διαμαρτυρίας τῶν συνελθόντων, ἀπειλοῦντες αὐτοὺς μὲ ἀστυνομικὴν ἐπέμβασιν, οἱ τραμπούκοι ἐπέμειναν στὴν παραμονή τους. Τελικῶς ἡ συνέλευσις διελύθη χωρὶς νὰ ληφθῇ ἀπόφασις.: [1092, 461, 1314, 570]
list-item: ΡΟΔΟΝ.— (Λίμον). 'Ο Μάγος τῆς Ἀντάλη».: [6, 397, 264, 412]
typesetters-headline: Η ΧΘΕΣΙΝΗ ΣΥΝΕΛΕΥΣΙΣ ΤΩΝ ΤΥΠΟΓΡΑΦΩΝ: [860, 26, 1309, 71]
ad-laikon-note: (Ἠλεκτροθεραπεία-Ἀκτῖνες-Χημειοθεραπεία κλπ.): [458, 1790, 757, 1804]
resolution-paragraph: 2) Ὅτι ἡ πλειοψηφία τῆς διοικήσεως τοῦ συνδέσμου ἔχει μόνο σκοπὸ τὴν ἐφαρμογὴ τοῦ διατάγματος, ἀντὶ νὰ προστατεύσῃ τὰ δικαιώματα τῶν ἐργατῶν καὶ τῆς παγκοσμίου ἐργατικῆς τάξεως.: [1323, 259, 1591, 332]
column-c3-lower-right: [1087, 1368, 1314, 2286]
ad-laikon-title: ΛΑΪΚΟΝ ΙΑΤΡΕΙΟΝ: [427, 1646, 788, 1687]
ad-doctor-loutzidis: [14, 1135, 352, 1406]
resolution-paragraph: 3) Ὅτι δὲν ἀνεδείχθη, ἀλλὰ περιφρονεῖ τὴν θέλησιν τῶν ἐργατῶν, μὲ τὴν ὑποταγὴ της στὶς ἀποφάσεις τῆς ἑταιρείας.: [1323, 334, 1591, 378]
list-item: ΜΟΡΚΑΝΤΟΡ.— Γῆ Παληάσσα.: [6, 635, 196, 650]
article-signature: Ἕνας ἄστεγος: [510, 1444, 598, 1459]
notice-paragraph: 1) Ἀνακήρυξις τῶν ὑποψηφίων.: [1102, 1635, 1286, 1650]
notice-paragraph: 3) Προσδιορισμὸς ἡμέρας ἐκλογῆς νέου Διοικ. Συμβουλίου καὶ Ἐξελεγκτικῆς Ἐπιτροπῆς.: [1092, 1477, 1314, 1521]
notice-paragraph: 2) Κάθοδος τῆς ἐκλογῆς.: [1102, 1652, 1247, 1667]
list-item: ΤΡΙΑΝΟΝ.— (Ὀπερέτα Μ. Φιλιππίδη—Σωκράτη Λαυράκη).: [6, 368, 355, 383]
list-item: ΛΟΥΝΑ ΠΑΡΚ.— 'Ο Πιθηκός.: [6, 520, 181, 535]
article-paragraph: Ἔγινε χθὲς εἰς τὴν αἴθουσα τοῦ Ἐργατικοῦ Κέντρου Ἀθηνῶν ἡ προσαγγελθεῖσα γενικὴ συνέλευσις τῶν ἐργατῶν τυπογράφων. Ὁ πρόεδρος τοῦ Σωματείου καὶ τὰ πλεῖστα τῶν μελῶν τῆς Διοικ. Σωματείου ἀπουσίαζαν. Τὴν θέσιν τοῦ προέδρου κατέλαβεν ἐν συνεχείᾳ ὁ γνωστὸς Σβολάκης, ὅστις εἰς παρατήρησιν ἐργατικὴν τοῦ ἐ. Ἀγαπίδη, ἀπάντησε θρασύτατα ὅτι μόνον αὐτὸς δικαιοῦται νὰ ὁμιλῇ.: [860, 110, 1079, 327]
ad-doctor3-name: ΙΑΤΡΟΥ Α. ΠΑΤΣΟΥΡΑ: [42, 1436, 324, 1462]
resolution-paragraph: 5) Τὴν αὔξησιν τῶν ἐπιδομάτων ἀσθενείας καὶ συντάξεων.: [1323, 700, 1591, 729]
theatres-list: [6, 223, 360, 442]
article-paragraph: Οἱ ὅρμοι εἶναι γεμάτοι ἀνέργους, ποὺ ἀναγκάζονται νὰ ζητιανεύουν στὰ δημόσια καπηλεῖα, γιὰ τὸ ἐλάχιστο κρασί. Τὸ μεροκάματο εἶναι: Μεσημέρι 90 λεπτὰ ἑλληνικά ἕναν σαγγὸ, 150 γιὰ ζέγγα. 90 λεπτὰ 1/1 κιλὸ ψωμί, ἤτοι ἐν ὅλῳ δραχ. 3.30. Τὸ βράδυ ἄλλα ἑστιατόρια τῆς ἰδίας μισῆς χρονιάς. Τὰ μισθὰ εἶναι γιὰ τοὺς Εὐρωπαίους ἐργάτες. Οἱ ἐκ τῶν ἀποικιῶν περνάνε ν' ἀρπάξουν ἀπὸ περισσεύει καὶ πετάχτει.: [367, 305, 604, 493]
list-item: ΠΕΡΟΚΕ.— 'Ο ὡραῖος σπαθιστής.: [6, 534, 210, 549]
notice-paragraph: τῆς Ἑνώσεως καὶ ἀποφασίσουν ἐπὶ τῆς ζητήσεως τοῦ Ἐργατικοῦ Κέντρου Ἀθηνῶν. Ἡ Διοίκησις θὰ εἶναι παροῦσα.: [1092, 1368, 1314, 1426]
piraeus-notice: ΕΝΩΣΙΣ ΦΟΝΤΟΜΗΧΑΝΙΚΩΝ.— Ἀπόψε ὥρα 9 π. μ. καλεῖται γενικὴ συνέλευσις τῶν μελῶν τῆς Ἑνώσεως μὲ θέματα περὶ τῶν ἐκλογῶν τῆς Ὁμοσπονδίας.: [1323, 905, 1591, 962]
list-item: ΡΕΓΚΑΛ.— Ὅταν τὸ ψέμα ξεφύγει.: [6, 461, 214, 476]
article-paragraph: Ὡς τρυδόλεις εἶναι οἱ ναυτεργάτες. Ἡ μόνη μας ἀπάντηση θὰ εἶναι ἡ σύμπηξη μιᾶς πάλης.: [610, 700, 852, 747]
subs-domestic-price: Χρονιάτικη δρ. 300 Έξάμηνη 150: [6, 117, 205, 131]
ad-aloifi-title: Η ΚΑΛΛΥΝΤΙΚΗ ΑΛΟΙΦΗ: [434, 1869, 781, 1899]
list-item: ΠΑΝΟΡΑΜΑ.— Ἡ κατάσκοπος τοῦ Σέλ.: [6, 606, 244, 621]
notice-paragraph: ΕΡΓΑΤΙΚΗ ΒΟΗΘΕΙΑ ΑΘΗΝΩΝ. Περιφ. Ἐπιτροπή. Ἀναπαύσεως.— Προκηρύσσεται ἡ προσεχὴ Κυριακὴ 16 τρέχοντος καὶ ὥραν 9 π. μ. ἡ γενικὴ συνέλευσις ὅλων τῶν μελῶν τῆς περιφερείας.: [860, 1382, 1079, 1469]
ad-muthanol-address: ΜΟΥΡΑΤΟΦ Στοά Πεσματζόγλου: [86, 884, 280, 899]
article-dateline: Καβάλα, 31/5/29: [744, 1295, 846, 1310]
ad-doctor2-text3: Ἐπιστημονικὴ καὶ ταχεία θεραπεία τῶν ἀνωτέρω νοσημάτων διὰ τῶν νεωτέρων μεθόδων τῆς Ἐπιστήμης: [35, 1324, 331, 1368]
column-c3-left: [860, 110, 1079, 1307]
article-signature: Σερβετίδης καπνεργάτης: [693, 1311, 846, 1326]
notice-paragraph: Β.Ε. ΔΕΡΜΑΤΟΣ.— Νὰ παρευρεθοῦν ὅλοι οἱ ἐργάται τοῦ δέρματος.: [1092, 1716, 1314, 1759]
ad-muthanol-title: MUTHANOL: [95, 789, 271, 820]
subs-america-label: ΑΜΕΡΙΚΗΣ: [151, 159, 215, 173]
subs-domestic-label: ΕΣΩΤΕΡΙΚΟΥ: [144, 104, 222, 117]
list-item: ΚΕΝΤΡΙΚΟΝ.— Έλληνικό κωμωδία Β. Άργυροπούλου 300 λέξεις στο λεπτό.: [6, 251, 352, 281]
resolution-paragraph: 1) Ὅτι μὲ τὴν ἐφαρμογὴ τοῦ νέου κανονισμοῦ τοῦ Μαρκοῦρη, ἡ διοίκησις τοῦ ταμείου ἀποδείχθηκε ἀνίκανη νὰ προστατεύσῃ τὰ συμφέροντα τῶν ἐργατῶν.: [1323, 199, 1591, 257]
article-paragraph: Ὁ θεραπευτὴς Ἰωάννης Δάσκαρης, ναυτολογημένος στὸ βαπόρι «Γεωργιος Λεβάνδης» ἀρρώστησε βαρειά καὶ τὸν μετανιμασαν μέ φορεῖο στὸ: [367, 653, 604, 732]
ad-doctor2-address: 21 ΜΕΝΑΝΔΡΟΥ 21: [92, 1199, 274, 1220]
article-paragraph: Ἔγραψε τότε στὸ γραφεῖο τοῦ Λεβάνδη στὸ Λονδίνο καὶ πῆρε τὴν ἀπάντηση ὅτι ἔχει ἐξοφληθεῖ. Ἔγραψε πρὸς τὸ Πρόξενο τοῦ Λονδίνου, ἀλλὰ καμμιὰ ἀπάντηση. Πῆγε στὸν ἴδιο Πρόξενο καὶ τοῦ εἶπε ὅτι δὲν ἦταν δικαιοδοσίας του. Ἔγραψε πρὸς τὸ Πρόξενο τῆς Μασσαλίας καὶ τοῦ εἶπε ὅτι δὲν εἶναι δικαιοδοσίας του.: [610, 224, 852, 381]
ad-laikon-hours: 9—1 1/2 καὶ 4—9 μ. μ.: [534, 1775, 681, 1790]
